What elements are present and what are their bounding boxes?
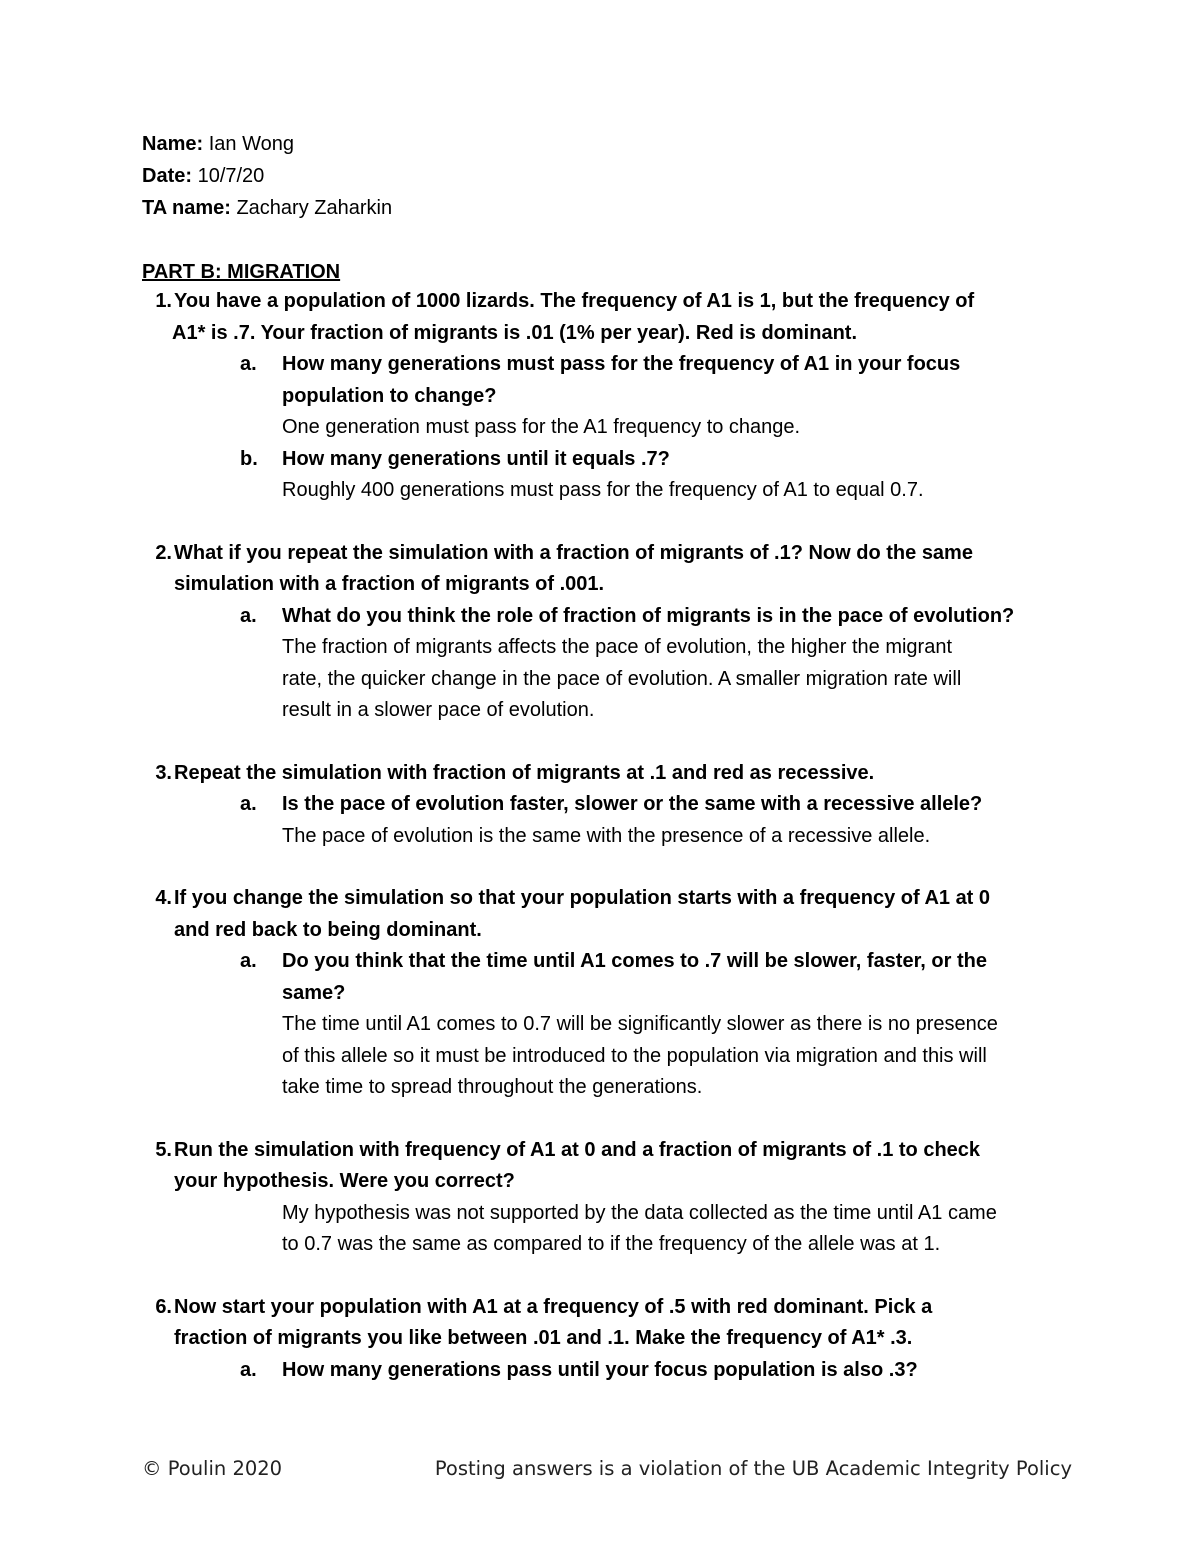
student-info xyxy=(142,128,392,224)
page-footer xyxy=(142,1457,1072,1480)
question-text: What if you repeat the simulation with a fraction of migrants of .1? Now do the same xyxy=(174,541,973,564)
answer-text: to 0.7 was the same as compared to if the frequency of the allele was at 1. xyxy=(282,1233,941,1255)
answer-text: rate, the quicker change in the pace of evolution. A smaller migration rate will xyxy=(282,667,962,690)
answer-text: One generation must pass for the A1 frequency to change. xyxy=(282,416,801,438)
answer-text: The time until A1 comes to 0.7 will be significantly slower as there is no presence xyxy=(282,1013,998,1035)
sub-letter: a. xyxy=(240,950,257,972)
question-number: 4. xyxy=(155,887,172,909)
sub-question-text: How many generations must pass for the frequency of A1 in your focus xyxy=(282,353,961,375)
sub-question-text: Do you think that the time until A1 comes to .7 will be slower, faster, or the xyxy=(282,950,987,972)
date-label: Date: xyxy=(142,165,193,187)
question-number: 1. xyxy=(155,290,172,312)
answer-text: My hypothesis was not supported by the data collected as the time until A1 came xyxy=(282,1201,997,1224)
section-title: PART B: MIGRATION xyxy=(142,261,341,283)
sub-question-1a xyxy=(240,349,1082,444)
date-value: 10/7/20 xyxy=(197,165,265,187)
sub-letter: b. xyxy=(240,447,258,470)
sub-question-3a xyxy=(240,789,1082,852)
question-text: and red back to being dominant. xyxy=(174,918,482,941)
question-number: 5. xyxy=(155,1138,172,1161)
answer-text: result in a slower pace of evolution. xyxy=(282,699,595,721)
ta-line xyxy=(142,192,392,224)
date-line xyxy=(142,160,392,192)
name-value: Ian Wong xyxy=(208,133,294,155)
question-number: 6. xyxy=(155,1295,172,1318)
question-text: Now start your population with A1 at a frequency of .5 with red dominant. Pick a xyxy=(174,1295,933,1318)
sub-question-text: How many generations until it equals .7? xyxy=(282,447,670,470)
question-number: 3. xyxy=(155,761,172,784)
name-label: Name: xyxy=(142,133,204,155)
question-text: Repeat the simulation with fraction of migrants at .1 and red as recessive. xyxy=(174,761,875,784)
question-text: You have a population of 1000 lizards. The frequency of A1 is 1, but the frequency of xyxy=(174,290,975,312)
answer-text: Roughly 400 generations must pass for the frequency of A1 to equal 0.7. xyxy=(282,479,924,501)
sub-question-2a xyxy=(240,601,1082,727)
question-text: A1* is .7. Your fraction of migrants is .01 (1% per year). Red is dominant. xyxy=(172,321,857,344)
question-4 xyxy=(142,883,1082,1104)
question-5 xyxy=(142,1135,1082,1261)
question-3 xyxy=(142,758,1082,853)
question-1 xyxy=(142,286,1082,507)
answer-text: of this allele so it must be introduced to the population via migration and this will xyxy=(282,1044,987,1067)
ta-label: TA name: xyxy=(142,197,231,219)
sub-question-text: population to change? xyxy=(282,384,497,407)
question-text: Run the simulation with frequency of A1 at 0 and a fraction of migrants of .1 to check xyxy=(174,1138,981,1161)
ta-value: Zachary Zaharkin xyxy=(236,197,393,219)
question-text: If you change the simulation so that your population starts with a frequency of A1 at 0 xyxy=(174,887,991,909)
sub-question-4a xyxy=(240,946,1082,1104)
sub-letter: a. xyxy=(240,793,257,815)
integrity-notice: Posting answers is a violation of the UB Academic Integrity Policy xyxy=(434,1457,1072,1480)
answer-text: The fraction of migrants affects the pace of evolution, the higher the migrant xyxy=(282,636,953,658)
question-text: fraction of migrants you like between .01 and .1. Make the frequency of A1* .3. xyxy=(174,1327,913,1349)
sub-question-6a xyxy=(240,1355,1082,1387)
sub-letter: a. xyxy=(240,1358,257,1381)
question-number: 2. xyxy=(155,541,172,564)
answer-text: take time to spread throughout the generations. xyxy=(282,1076,703,1098)
question-text: your hypothesis. Were you correct? xyxy=(174,1170,515,1192)
sub-question-text: same? xyxy=(282,981,346,1004)
name-line xyxy=(142,128,392,160)
question-6 xyxy=(142,1292,1082,1387)
question-list xyxy=(142,286,1082,1417)
sub-question-text: What do you think the role of fraction of migrants is in the pace of evolution? xyxy=(282,604,1015,627)
answer-text: The pace of evolution is the same with the presence of a recessive allele. xyxy=(282,824,931,847)
sub-question-1b xyxy=(240,444,1082,507)
sub-question-text: Is the pace of evolution faster, slower or the same with a recessive allele? xyxy=(282,793,983,815)
question-2 xyxy=(142,538,1082,727)
copyright-text: © Poulin 2020 xyxy=(142,1457,283,1480)
sub-letter: a. xyxy=(240,353,257,375)
sub-question-text: How many generations pass until your focus population is also .3? xyxy=(282,1358,918,1381)
question-text: simulation with a fraction of migrants of .001. xyxy=(174,573,605,595)
sub-letter: a. xyxy=(240,604,257,627)
